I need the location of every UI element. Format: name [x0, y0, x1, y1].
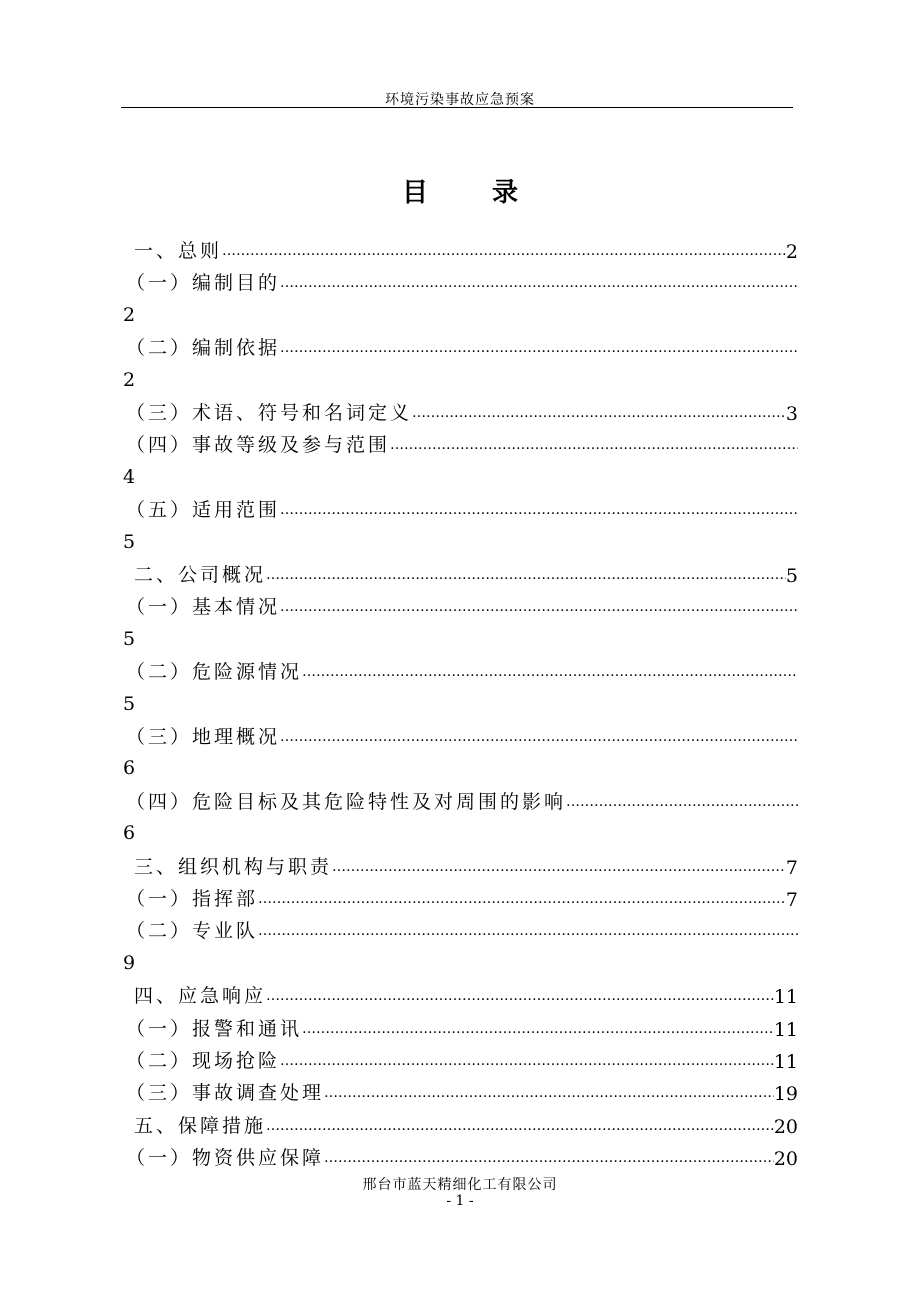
toc-entry[interactable]	[126, 399, 798, 425]
toc-entry-page: 11	[773, 1051, 798, 1073]
toc-entry-label: （三）地理概况	[126, 726, 281, 748]
toc-entry-label: （四）事故等级及参与范围	[126, 434, 391, 457]
toc-entry[interactable]	[126, 496, 798, 522]
toc-entry[interactable]	[126, 269, 798, 295]
toc-entry-page: 6	[123, 822, 136, 845]
toc-entry-label: （四）危险目标及其危险特性及对周围的影响	[126, 790, 567, 813]
toc-entry-label: （五）适用范围	[126, 499, 281, 522]
toc-dot-leader	[412, 404, 786, 425]
toc-dot-leader	[390, 436, 798, 457]
toc-dot-leader	[258, 890, 786, 911]
toc-dot-leader	[302, 1020, 774, 1041]
toc-dot-leader	[266, 1117, 774, 1138]
toc-dot-leader	[280, 274, 798, 295]
toc-entry-label: （二）现场抢险	[126, 1050, 281, 1072]
toc-entry[interactable]	[134, 561, 798, 587]
toc-entry-page: 6	[123, 757, 136, 780]
toc-entry-label: （一）基本情况	[126, 596, 281, 619]
toc-entry-label: （一）报警和通讯	[126, 1017, 303, 1040]
toc-entry-label: （一）指挥部	[126, 888, 259, 910]
toc-entry-page: 9	[123, 951, 136, 974]
toc-entry[interactable]	[126, 1047, 798, 1073]
toc-dot-leader	[280, 728, 798, 749]
toc-entry[interactable]	[134, 982, 798, 1008]
toc-entry-page: 20	[773, 1148, 798, 1171]
toc-dot-leader	[258, 922, 798, 943]
toc-entry-page: 7	[785, 856, 798, 879]
toc-entry-page: 5	[123, 627, 136, 650]
toc-dot-leader	[280, 339, 798, 360]
toc-entry-label: （二）危险源情况	[126, 661, 303, 684]
footer-company: 邢台市蓝天精细化工有限公司	[362, 1177, 558, 1193]
toc-entry-label: （二）编制依据	[126, 337, 281, 360]
toc-entry[interactable]	[134, 237, 798, 263]
toc-entry[interactable]	[134, 853, 798, 879]
toc-entry-page: 4	[123, 465, 136, 488]
toc-entry[interactable]	[134, 1112, 798, 1138]
toc-entry-page: 2	[785, 241, 798, 263]
toc-dot-leader	[302, 663, 798, 684]
toc-entry[interactable]	[126, 431, 798, 457]
footer-page-number: - 1 -	[446, 1193, 474, 1209]
toc-entry-label: 二、公司概况	[134, 564, 267, 586]
toc-entry[interactable]	[126, 334, 798, 360]
toc-dot-leader	[332, 858, 786, 879]
toc-entry-label: （一）物资供应保障	[126, 1147, 325, 1170]
toc-entry[interactable]	[126, 1144, 798, 1170]
toc-dot-leader	[280, 1052, 774, 1073]
toc-entry-label: 三、组织机构与职责	[134, 855, 333, 878]
toc-dot-leader	[222, 242, 786, 263]
toc-entry-page: 5	[123, 692, 136, 715]
toc-entry-page: 2	[123, 303, 136, 326]
toc-entry-label: （三）事故调查处理	[126, 1082, 325, 1105]
toc-entry-page: 11	[773, 986, 798, 1009]
toc-entry-page: 5	[785, 565, 798, 587]
toc-dot-leader	[266, 987, 774, 1008]
toc-dot-leader	[266, 566, 786, 587]
toc-entry[interactable]	[126, 593, 798, 619]
toc-entry-label: （三）术语、符号和名词定义	[126, 402, 413, 424]
toc-entry-page: 5	[123, 530, 136, 553]
toc-entry[interactable]	[126, 723, 798, 749]
toc-entry-page: 2	[123, 368, 136, 391]
document-title: 目录	[401, 178, 582, 208]
toc-entry[interactable]	[126, 917, 798, 943]
toc-entry-label: （一）编制目的	[126, 272, 281, 295]
toc-entry-label: 五、保障措施	[134, 1114, 267, 1137]
header-rule	[121, 107, 793, 108]
page-header-title: 环境污染事故应急预案	[385, 92, 535, 108]
toc-entry[interactable]	[126, 885, 798, 911]
toc-entry-page: 20	[773, 1115, 798, 1138]
toc-entry-page: 19	[773, 1083, 798, 1106]
toc-dot-leader	[324, 1149, 774, 1170]
toc-entry[interactable]	[126, 1015, 798, 1041]
toc-dot-leader	[280, 598, 798, 619]
toc-dot-leader	[324, 1084, 774, 1105]
toc-entry[interactable]	[126, 788, 798, 814]
toc-entry[interactable]	[126, 1079, 798, 1105]
toc-dot-leader	[280, 501, 798, 522]
toc-entry-page: 7	[785, 889, 798, 911]
toc-entry-page: 11	[773, 1018, 798, 1041]
toc-entry-label: 一、总则	[134, 240, 223, 262]
toc-entry[interactable]	[126, 658, 798, 684]
toc-entry-label: 四、应急响应	[134, 985, 267, 1008]
toc-dot-leader	[566, 793, 798, 814]
toc-entry-page: 3	[785, 403, 798, 425]
toc-entry-label: （二）专业队	[126, 920, 259, 943]
